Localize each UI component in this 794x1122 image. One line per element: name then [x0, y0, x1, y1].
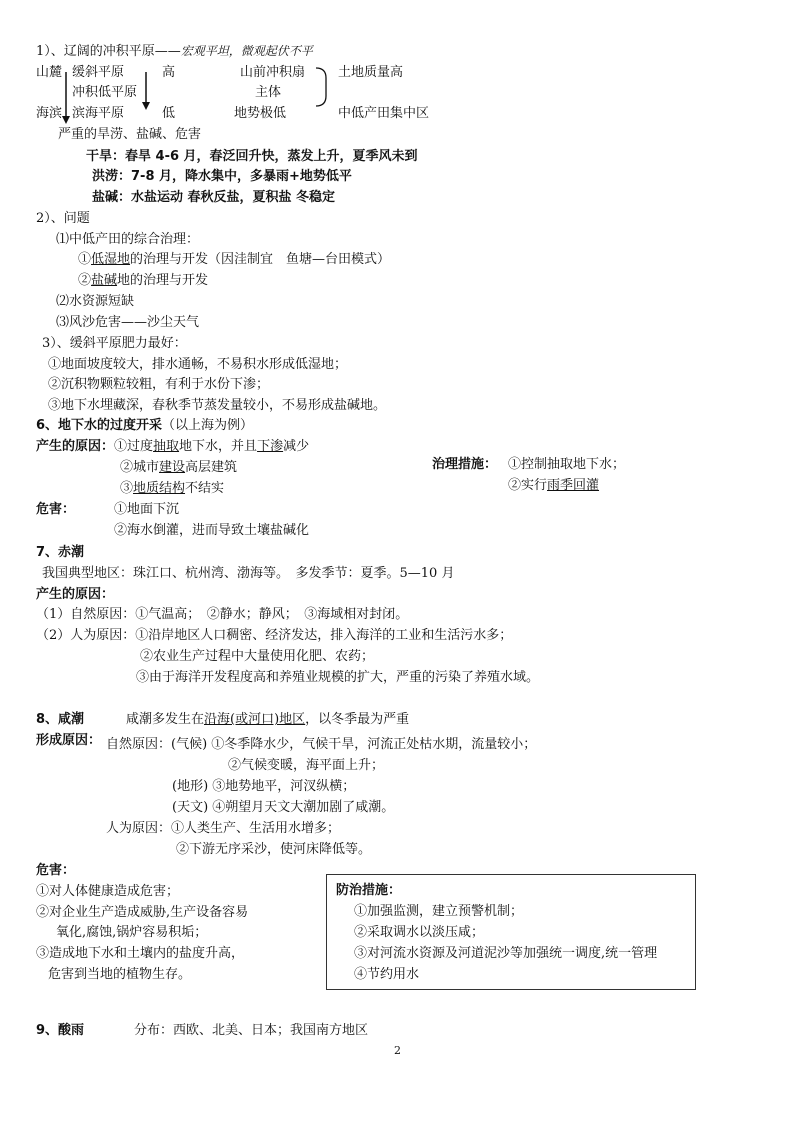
s6-measure-2: ②实行雨季回灌: [508, 478, 600, 493]
s8-natural-1: 自然原因：(气候) ①冬季降水少，气候干旱，河流正处枯水期，流量较小；: [106, 737, 537, 752]
s8-natural-2: ②气候变暖，海平面上升；: [228, 758, 385, 773]
s2-title: 2）、问题: [36, 211, 90, 226]
s7-human-1: （2）人为原因：①沿岸地区人口稠密、经济发达，排入海洋的工业和生活污水多；: [36, 628, 513, 643]
s7-title: 7、赤潮: [36, 545, 85, 560]
s7-cause-label: 产生的原因：: [36, 587, 115, 602]
s2-p1: ⑴中低产田的综合治理：: [56, 232, 200, 247]
s7-typical: 我国典型地区：珠江口、杭州湾、渤海等。 多发季节：夏季。5—10 月: [42, 566, 455, 581]
s8-harm-2-cont: 氧化,腐蚀,锅炉容易积垢；: [56, 925, 208, 940]
s6-cause-2: ②城市建设高层建筑: [120, 460, 238, 475]
s8-harm-1: ①对人体健康造成危害；: [36, 884, 180, 899]
s6-measure-1: ①控制抽取地下水；: [508, 457, 626, 472]
s8-prevent-2: ②采取调水以淡压咸；: [354, 925, 485, 940]
s8-harm-2: ②对企业生产造成威胁,生产设备容易: [36, 905, 249, 920]
s8-desc: 咸潮多发生在沿海(或河口)地区，以冬季最为严重: [126, 712, 410, 727]
s8-natural-4: (天文) ④朔望月天文大潮加剧了咸潮。: [172, 800, 395, 815]
s1-flood: 洪涝：7-8 月，降水集中，多暴雨+地势低平: [92, 169, 352, 184]
s8-human-2: ②下游无序采沙，使河床降低等。: [176, 842, 372, 857]
s1-r1-c3: 高: [162, 65, 176, 80]
s8-title: 8、咸潮: [36, 712, 85, 727]
arrow-head-icon: [142, 102, 150, 110]
s8-prevent-label: 防治措施：: [336, 883, 402, 898]
s6-cause-3: ③地质结构不结实: [120, 481, 225, 496]
s6-cause-row-1: 产生的原因：①过度抽取地下水，并且下渗减少: [36, 439, 310, 454]
s8-human-1: 人为原因：①人类生产、生活用水增多；: [106, 821, 341, 836]
s1-r2-c2: 冲积低平原: [72, 85, 138, 100]
bracket-icon: [316, 68, 326, 106]
s2-p1b: ②盐碱地的治理与开发: [78, 273, 209, 288]
s6-harm-label: 危害：: [36, 502, 76, 517]
s3-title: 3）、缓斜平原肥力最好：: [42, 336, 187, 351]
s1-r1-c2: 缓斜平原: [72, 65, 125, 80]
s8-harm-3-cont: 危害到当地的植物生存。: [48, 967, 192, 982]
s1-r2-c4: 主体: [255, 85, 282, 100]
s1-disaster: 严重的旱涝、盐碱、危害: [58, 127, 202, 142]
arrow-head-icon: [62, 116, 70, 124]
s8-natural-3: (地形) ③地势地平，河汊纵横；: [172, 779, 356, 794]
s8-prevent-1: ①加强监测，建立预警机制；: [354, 904, 524, 919]
s8-prevent-3: ③对河流水资源及河道泥沙等加强统一调度,统一管理: [354, 946, 658, 961]
s6-measure-label: 治理措施：: [432, 457, 498, 472]
s3-item-1: ①地面坡度较大，排水通畅，不易积水形成低湿地；: [48, 357, 348, 372]
s9-title: 9、酸雨: [36, 1023, 85, 1038]
s8-harm-3: ③造成地下水和土壤内的盐度升高，: [36, 946, 245, 961]
s7-human-3: ③由于海洋开发程度高和养殖业规模的扩大，严重的污染了养殖水域。: [136, 670, 540, 685]
s1-r1-c1: 山麓: [36, 65, 63, 80]
s6-harm-2: ②海水倒灌，进而导致土壤盐碱化: [114, 523, 310, 538]
s1-drought: 干旱：春旱 4-6 月，春泛回升快，蒸发上升，夏季风未到: [86, 149, 418, 164]
s7-human-2: ②农业生产过程中大量使用化肥、农药；: [140, 649, 375, 664]
s3-item-3: ③地下水埋藏深，春秋季节蒸发量较小，不易形成盐碱地。: [48, 398, 387, 413]
s6-harm-1: ①地面下沉: [114, 502, 180, 517]
s8-harm-label: 危害：: [36, 863, 76, 878]
s2-p2: ⑵水资源短缺: [56, 294, 135, 309]
s1-r3-c4: 地势极低: [234, 106, 287, 121]
s1-r3-c3: 低: [162, 106, 176, 121]
s8-cause-label: 形成原因：: [36, 733, 102, 748]
s1-r3-c1: 海滨: [36, 106, 63, 121]
s1-saline: 盐碱：水盐运动 春秋反盐，夏积盐 冬稳定: [92, 190, 336, 205]
s9-dist: 分布：西欧、北美、日本；我国南方地区: [134, 1023, 369, 1038]
s2-p1a: ①低湿地的治理与开发（因洼制宜 鱼塘—台田模式）: [78, 252, 391, 267]
s6-title: 6、地下水的过度开采（以上海为例）: [36, 418, 254, 433]
s7-natural: （1）自然原因：①气温高； ②静水；静风； ③海域相对封闭。: [36, 607, 409, 622]
s1-r1-c5: 土地质量高: [338, 65, 404, 80]
s2-p3: ⑶风沙危害——沙尘天气: [56, 315, 200, 330]
s1-title: 1）、辽阔的冲积平原——宏观平坦，微观起伏不平: [36, 44, 313, 59]
s1-title-handwritten: 宏观平坦，微观起伏不平: [180, 44, 313, 58]
page-number: 2: [394, 1044, 401, 1057]
s1-r1-c4: 山前冲积扇: [240, 65, 306, 80]
s1-r3-c2: 滨海平原: [72, 106, 125, 121]
s8-prevent-4: ④节约用水: [354, 967, 420, 982]
s3-item-2: ②沉积物颗粒较粗，有利于水份下渗；: [48, 377, 270, 392]
s1-r3-c5: 中低产田集中区: [338, 106, 430, 121]
